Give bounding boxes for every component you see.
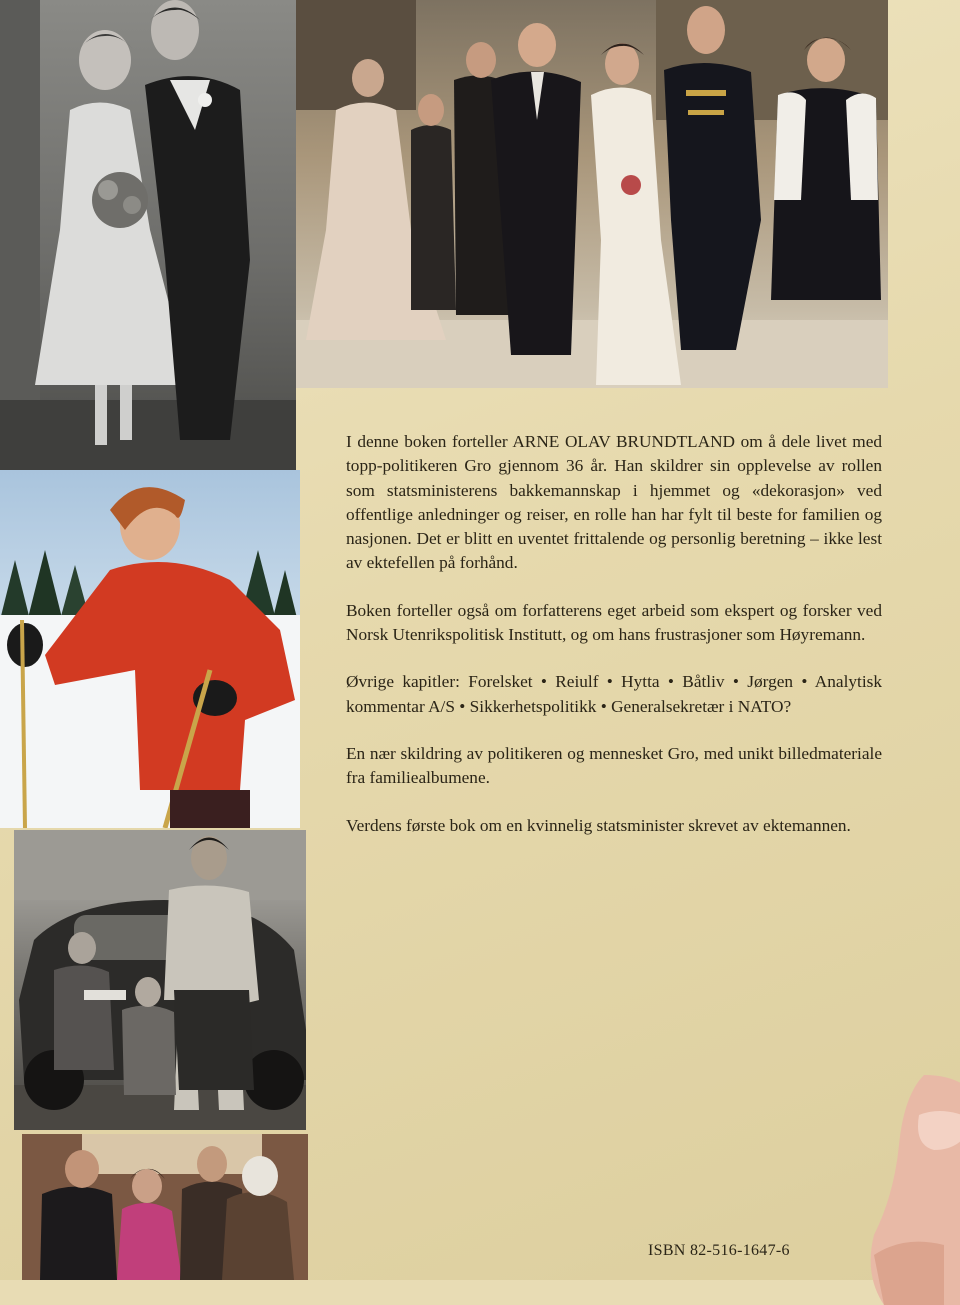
photo-reception-handshake (22, 1134, 308, 1280)
blurb-paragraph-work: Boken forteller også om forfatterens eget arbeid som ekspert og forsker ved Norsk Utenrikspolitisk Institutt, og om hans frustrasjoner som Høyremann. (346, 600, 882, 645)
photo-royal-wedding-group (296, 0, 888, 388)
photo-family-by-car (14, 830, 306, 1130)
back-cover-blurb (346, 430, 882, 861)
author-name: ARNE OLAV BRUNDTLAND (512, 432, 736, 451)
family-car-illustration (14, 830, 306, 1130)
photo-wedding-portrait (0, 0, 296, 470)
royal-wedding-illustration (296, 0, 888, 388)
skiing-illustration (0, 470, 300, 828)
blurb-paragraph-first-book: Verdens første bok om en kvinnelig statsminister skrevet av ektemannen. (346, 815, 851, 835)
blurb-paragraph-chapters: Øvrige kapitler: Forelsket • Reiulf • Hytta • Båtliv • Jørgen • Analytisk kommentar A/S • Sikkerhetspolitikk • Generalsekretær i NATO? (346, 672, 882, 716)
reception-illustration (22, 1134, 308, 1280)
photo-woman-skiing (0, 470, 300, 828)
blurb-paragraph-intro: I denne boken forteller ARNE OLAV BRUNDTLAND om å dele livet med topp-politikeren Gro gjennom 36 år. Han skildrer sin opplevelse av rollen som statsministerens bakkemannskap i hjemmet og «dekorasjon» ved offentlige anledninger og reiser, en rolle han har fylt til beste for familien og nasjonen. Det er blitt en uventet frittalende og personlig beretning – ikke lest av ektefellen på forhånd. (346, 432, 883, 573)
blurb-paragraph-portrait: En nær skildring av politikeren og mennesket Gro, med unikt billedmateriale fra familiealbumene. (346, 743, 882, 788)
isbn-number: ISBN 82-516-1647-6 (648, 1242, 790, 1259)
finger-holding-book (864, 1075, 960, 1305)
wedding-portrait-illustration (0, 0, 296, 470)
